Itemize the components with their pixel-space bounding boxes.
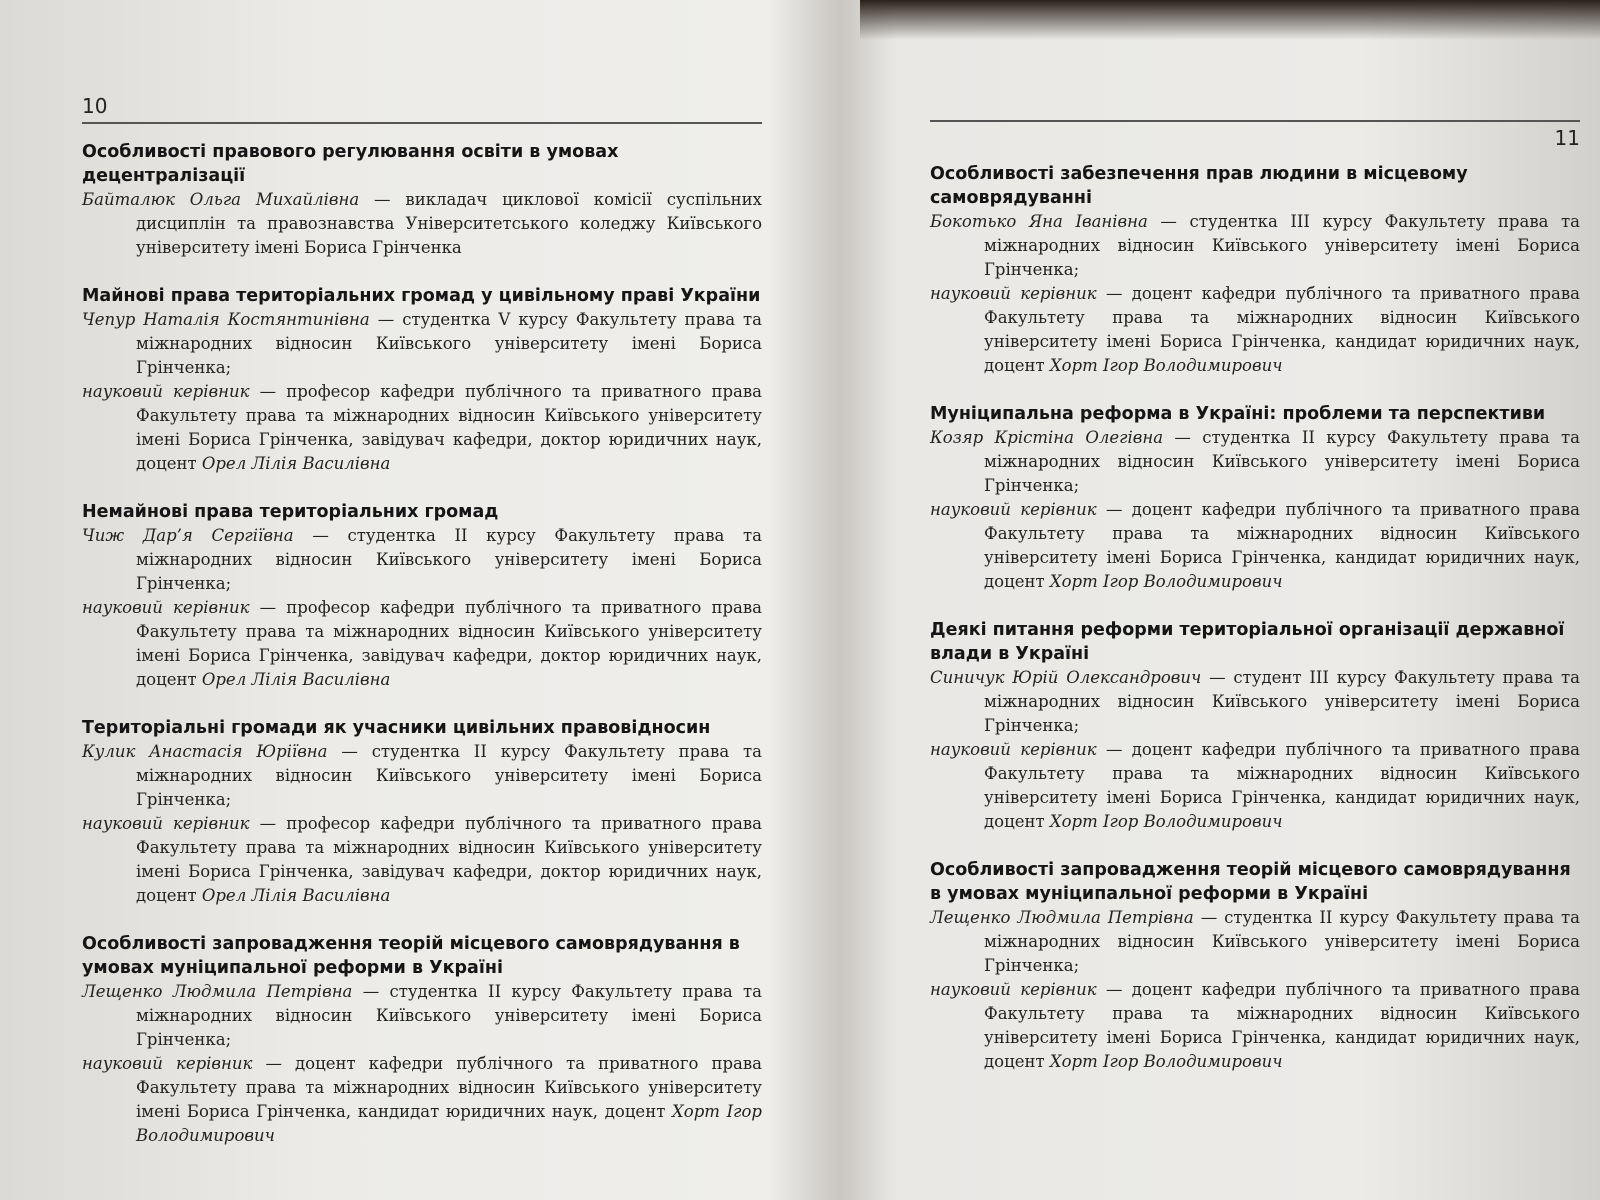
entry-title: Особливості запровадження теорій місцевого самоврядування в умовах муніципальної реформи в Україні: [930, 860, 1571, 904]
author-line: [82, 188, 762, 260]
author-desc: — студентка II курсу Факультету права та міжнародних відносин Київського університету імені Бориса Грінченка;: [136, 742, 762, 809]
supervisor-role: науковий керівник: [82, 814, 250, 833]
author-line: [930, 666, 1580, 738]
entry-title: Немайнові права територіальних громад: [82, 502, 499, 522]
supervisor-line: [930, 738, 1580, 834]
page-left: [82, 94, 762, 1172]
supervisor-name: Орел Лілія Василівна: [201, 670, 391, 689]
entry-title: Деякі питання реформи територіальної організації державної влади в Україні: [930, 620, 1565, 664]
entry: [930, 618, 1580, 834]
author-line: [930, 210, 1580, 282]
page-number: 11: [1554, 126, 1580, 150]
entry: [82, 716, 762, 908]
supervisor-desc: — доцент кафедри публічного та приватного права Факультету права та міжнародних відносин Київського університету імені Бориса Грінченка, кандидат юридичних наук, доцент: [984, 284, 1581, 375]
author-name: Лещенко Людмила Петрівна: [930, 908, 1194, 927]
author-desc: — викладач циклової комісії суспільних дисциплін та правознавства Університетського коледжу Київського університету імені Бориса Грінченка: [136, 190, 762, 257]
author-line: [82, 308, 762, 380]
entry: [930, 858, 1580, 1074]
supervisor-desc: — доцент кафедри публічного та приватного права Факультету права та міжнародних відносин Київського університету імені Бориса Грінченка, кандидат юридичних наук, доцент: [984, 500, 1581, 591]
author-desc: — студентка II курсу Факультету права та міжнародних відносин Київського університету імені Бориса Грінченка;: [984, 428, 1580, 495]
author-line: [82, 980, 762, 1052]
supervisor-desc: — доцент кафедри публічного та приватного права Факультету права та міжнародних відносин Київського університету імені Бориса Грінченка, кандидат юридичних наук, доцент: [984, 740, 1581, 831]
page-number: 10: [82, 94, 108, 118]
author-line: [82, 740, 762, 812]
supervisor-name: Орел Лілія Василівна: [201, 886, 391, 905]
entry: [930, 402, 1580, 594]
supervisor-desc: — професор кафедри публічного та приватного права Факультету права та міжнародних відносин Київського університету імені Бориса Грінченка, завідувач кафедри, доктор юридичних наук, доцент: [136, 382, 762, 473]
author-line: [930, 426, 1580, 498]
entry-title: Особливості запровадження теорій місцевого самоврядування в умовах муніципальної реформи в Україні: [82, 934, 740, 978]
author-desc: — студентка II курсу Факультету права та міжнародних відносин Київського університету імені Бориса Грінченка;: [984, 908, 1581, 975]
supervisor-desc: — доцент кафедри публічного та приватного права Факультету права та міжнародних відносин Київського університету імені Бориса Грінченка, кандидат юридичних наук, доцент: [984, 980, 1581, 1071]
author-line: [82, 524, 762, 596]
supervisor-name: Орел Лілія Василівна: [201, 454, 391, 473]
entry-title: Майнові права територіальних громад у цивільному праві України: [82, 286, 761, 306]
author-name: Кулик Анастасія Юріївна: [82, 742, 328, 761]
entry: [82, 140, 762, 260]
supervisor-name: Хорт Ігор Володимирович: [1049, 812, 1283, 831]
entry-title: Територіальні громади як учасники цивільних правовідносин: [82, 718, 711, 738]
supervisor-line: [930, 282, 1580, 378]
author-name: Синичук Юрій Олександрович: [930, 668, 1202, 687]
supervisor-name: Хорт Ігор Володимирович: [1049, 356, 1283, 375]
supervisor-role: науковий керівник: [930, 500, 1097, 519]
author-name: Байталюк Ольга Михайлівна: [82, 190, 360, 209]
supervisor-line: [930, 498, 1580, 594]
author-name: Лещенко Людмила Петрівна: [82, 982, 353, 1001]
supervisor-name: Хорт Ігор Володимирович: [1049, 572, 1283, 591]
author-desc: — студентка III курсу Факультету права та міжнародних відносин Київського університету імені Бориса Грінченка;: [984, 212, 1580, 279]
entry: [82, 932, 762, 1148]
entry: [82, 284, 762, 476]
supervisor-role: науковий керівник: [82, 598, 250, 617]
entry: [82, 500, 762, 692]
supervisor-line: [82, 1052, 762, 1148]
author-desc: — студентка II курсу Факультету права та міжнародних відносин Київського університету імені Бориса Грінченка;: [136, 526, 762, 593]
supervisor-name: Хорт Ігор Володимирович: [136, 1102, 762, 1145]
supervisor-role: науковий керівник: [930, 740, 1097, 759]
supervisor-line: [82, 596, 762, 692]
author-name: Чепур Наталія Костянтинівна: [82, 310, 370, 329]
author-name: Чиж Дар’я Сергіївна: [82, 526, 294, 545]
supervisor-name: Хорт Ігор Володимирович: [1049, 1052, 1283, 1071]
page-right: [930, 120, 1580, 1098]
supervisor-line: [930, 978, 1580, 1074]
supervisor-desc: — професор кафедри публічного та приватного права Факультету права та міжнародних відносин Київського університету імені Бориса Грінченка, завідувач кафедри, доктор юридичних наук, доцент: [136, 814, 762, 905]
supervisor-desc: — доцент кафедри публічного та приватного права Факультету права та міжнародних відносин Київського університету імені Бориса Грінченка, кандидат юридичних наук, доцент: [136, 1054, 763, 1121]
table-shadow: [860, 0, 1600, 40]
supervisor-role: науковий керівник: [82, 382, 250, 401]
header-rule: [930, 120, 1580, 122]
supervisor-role: науковий керівник: [930, 284, 1097, 303]
entry: [930, 162, 1580, 378]
entry-title: Особливості правового регулювання освіти в умовах децентралізації: [82, 142, 619, 186]
supervisor-role: науковий керівник: [930, 980, 1097, 999]
author-name: Бокотько Яна Іванівна: [930, 212, 1148, 231]
header-rule: [82, 122, 762, 124]
author-line: [930, 906, 1580, 978]
entry-title: Особливості забезпечення прав людини в місцевому самоврядуванні: [930, 164, 1468, 208]
supervisor-role: науковий керівник: [82, 1054, 253, 1073]
author-desc: — студент III курсу Факультету права та міжнародних відносин Київського університету імені Бориса Грінченка;: [984, 668, 1580, 735]
supervisor-desc: — професор кафедри публічного та приватного права Факультету права та міжнародних відносин Київського університету імені Бориса Грінченка, завідувач кафедри, доктор юридичних наук, доцент: [136, 598, 762, 689]
author-desc: — студентка II курсу Факультету права та міжнародних відносин Київського університету імені Бориса Грінченка;: [136, 982, 763, 1049]
entry-title: Муніципальна реформа в Україні: проблеми та перспективи: [930, 404, 1546, 424]
author-desc: — студентка V курсу Факультету права та міжнародних відносин Київського університету імені Бориса Грінченка;: [136, 310, 762, 377]
supervisor-line: [82, 380, 762, 476]
supervisor-line: [82, 812, 762, 908]
author-name: Козяр Крістіна Олегівна: [930, 428, 1164, 447]
